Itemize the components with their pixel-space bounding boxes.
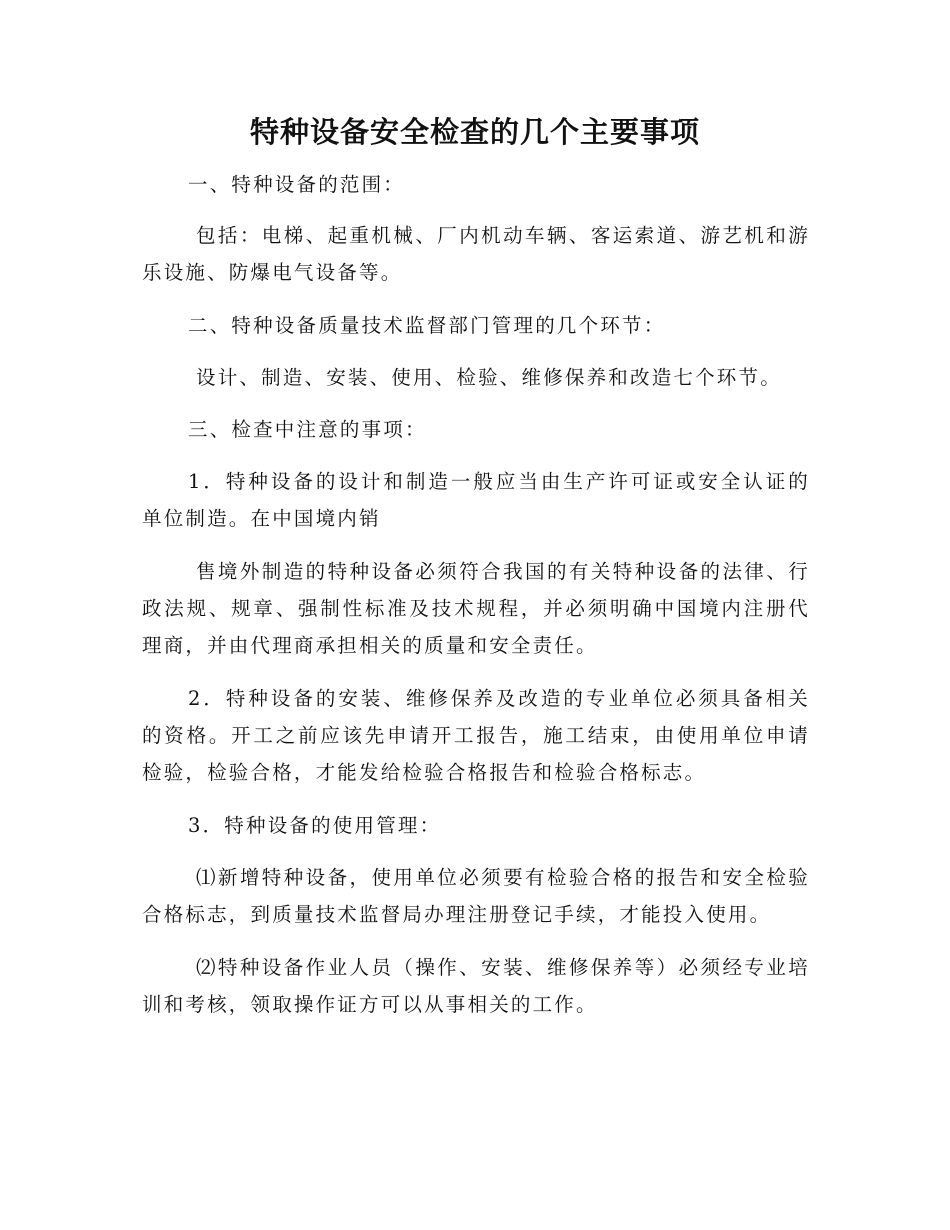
paragraph-item-3: 3．特种设备的使用管理： (188, 814, 442, 837)
paragraph-item-1: 1．特种设备的设计和制造一般应当由生产许可证或安全认证的单位制造。在中国境内销 (142, 470, 810, 530)
paragraph-scope-content: 包括：电梯、起重机械、厂内机动车辆、客运索道、游艺机和游乐设施、防爆电气设备等。 (142, 224, 810, 284)
document-title: 特种设备安全检查的几个主要事项 (249, 115, 700, 149)
section-heading-inspection: 三、检查中注意的事项： (188, 418, 427, 441)
section-heading-management: 二、特种设备质量技术监督部门管理的几个环节： (188, 314, 666, 337)
paragraph-item-3-1: ⑴新增特种设备，使用单位必须要有检验合格的报告和安全检验合格标志，到质量技术监督局办理注册登记手续，才能投入使用。 (142, 866, 810, 926)
paragraph-item-2: 2．特种设备的安装、维修保养及改造的专业单位必须具备相关的资格。开工之前应该先申请开工报告，施工结束，由使用单位申请检验，检验合格，才能发给检验合格报告和检验合格标志。 (142, 687, 810, 784)
paragraph-item-1-continued: 售境外制造的特种设备必须符合我国的有关特种设备的法律、行政法规、规章、强制性标准及技术规程，并必须明确中国境内注册代理商，并由代理商承担相关的质量和安全责任。 (142, 560, 810, 657)
paragraph-management-content: 设计、制造、安装、使用、检验、维修保养和改造七个环节。 (196, 366, 782, 389)
paragraph-item-3-2: ⑵特种设备作业人员（操作、安装、维修保养等）必须经专业培训和考核，领取操作证方可以从事相关的工作。 (142, 956, 810, 1016)
section-heading-scope: 一、特种设备的范围： (188, 173, 406, 196)
